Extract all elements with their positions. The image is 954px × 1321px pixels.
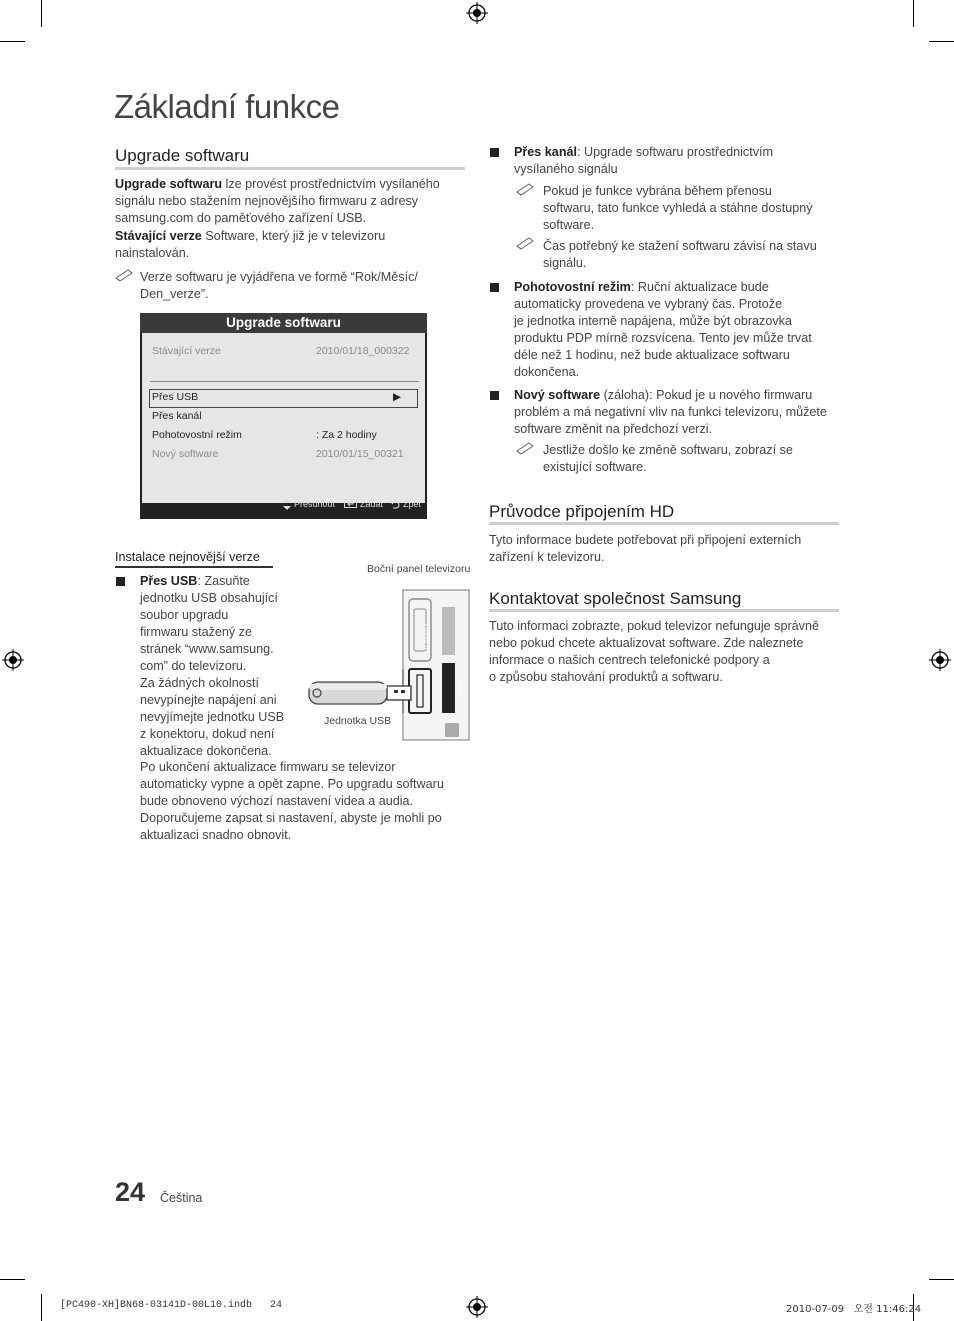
page-number: 24 [115, 1177, 146, 1207]
page-language: Čeština [160, 1191, 203, 1205]
return-icon [390, 499, 400, 509]
heading-rule [115, 167, 465, 170]
heading-rule [489, 609, 839, 612]
square-bullet-icon [490, 391, 499, 400]
upgrade-paragraph: Upgrade softwaru lze provést prostřednictvím vysílaného signálu nebo stažením nejnovějšího firmwaru z adresy samsung.com do paměťového zařízení USB. [115, 177, 440, 225]
usb-paragraph: Přes USB: Zasuňte jednotku USB obsahující soubor upgradu firmwaru stažený ze stránek “www.samsung. com” do televizoru. Za žádných okolností nevypínejte napájení ani nevyjímejte jednotku USB z konektoru, dokud není aktualizace dokončena. [140, 574, 285, 758]
install-heading-underline [115, 566, 273, 568]
install-heading: Instalace nejnovější verze [115, 550, 260, 564]
pencil-note-icon [115, 268, 135, 282]
menu-item-rezim-value: : Za 2 hodiny [316, 429, 377, 441]
square-bullet-icon [116, 577, 125, 586]
menu-footer-back: Zpět [403, 499, 422, 509]
version-note: Verze softwaru je vyjádřena ve formě “Rok/Měsíc/ Den_verze”. [140, 270, 418, 301]
hdmi-port-label: HDMI IN 3 [423, 624, 432, 660]
square-bullet-icon [490, 283, 499, 292]
kanal-paragraph: Přes kanál: Upgrade softwaru prostřednictvím vysílaného signálu [514, 145, 773, 176]
menu-item-novy-software: Nový software [152, 448, 219, 460]
menu-item-pres-usb[interactable]: Přes USB [152, 391, 199, 403]
menu-item-pohotovostni-rezim[interactable]: Pohotovostní režim [152, 429, 242, 441]
menu-item-arrow-icon: ▶ [393, 391, 402, 403]
page-title: Základní funkce [114, 88, 340, 125]
menu-item-pres-kanal[interactable]: Přes kanál [152, 410, 202, 422]
pencil-note-icon [516, 441, 536, 455]
menu-current-label: Stávající verze [152, 345, 221, 357]
section-heading-upgrade: Upgrade softwaru [115, 146, 250, 165]
menu-title: Upgrade softwaru [140, 313, 427, 333]
figure-usb-label: Jednotka USB [324, 715, 392, 727]
usb-port-label: USB [455, 679, 464, 695]
kanal-note-2: Čas potřebný ke stažení softwaru závisí na stavu signálu. [543, 239, 817, 270]
menu-body [142, 333, 425, 503]
hd-paragraph: Tyto informace budete potřebovat při připojení externích zařízení k televizoru. [489, 533, 802, 564]
heading-rule [489, 522, 839, 525]
figure-panel-label: Boční panel televizoru [367, 563, 471, 575]
print-footer-date: 2010-07-09 오전 11:46:24 [786, 1304, 922, 1315]
menu-current-value: 2010/01/18_000322 [316, 345, 410, 357]
menu-divider [150, 381, 419, 382]
kanal-note-1: Pokud je funkce vybrána během přenosu softwaru, tato funkce vyhledá a stáhne dostupný software. [543, 184, 813, 232]
registration-mark-icon [466, 1296, 488, 1318]
current-version-paragraph: Stávající verze Software, který již je v televizoru nainstalován. [115, 229, 386, 260]
menu-item-novy-value: 2010/01/15_00321 [316, 448, 404, 460]
section-heading-samsung: Kontaktovat společnost Samsung [489, 589, 742, 608]
usb-after-paragraph: Po ukončení aktualizace firmwaru se televizor automaticky vypne a opět zapne. Po upgradu softwaru bude obnoveno výchozí nastavení videa a audia. Doporučujeme zapsat si nastavení, abyste je mohli po aktualizaci snadno obnovit. [140, 760, 444, 842]
upgrade-menu-screen [140, 313, 427, 519]
novy-note: Jestliže došlo ke změně softwaru, zobrazí se existující software. [543, 443, 793, 474]
registration-mark-icon [466, 2, 488, 24]
print-footer-file: [PC490-XH]BN68-03141D-00L10.indb 24 [60, 1300, 283, 1311]
section-heading-hd: Průvodce připojením HD [489, 502, 675, 521]
registration-mark-icon [929, 649, 951, 671]
menu-footer-enter: Zadat [360, 499, 384, 509]
pencil-note-icon [516, 182, 536, 196]
registration-mark-icon [2, 649, 24, 671]
up-down-arrow-icon [283, 499, 291, 510]
pencil-note-icon [516, 236, 536, 250]
rezim-paragraph: Pohotovostní režim: Ruční aktualizace bude automaticky provedena ve vybraný čas. Protože je jednotka interně napájena, může být obrazovka produktu PDP mírně rozsvícena. Tento jev může trvat déle než 1 hodinu, než bude aktualizace softwaru dokončena. [514, 280, 812, 379]
enter-icon [344, 499, 357, 508]
novy-paragraph: Nový software (záloha): Pokud je u nového firmwaru problém a má negativní vliv na funkci televizoru, můžete software změnit na předchozí verzi. [514, 388, 827, 436]
menu-footer-move: Přesunout [294, 499, 336, 509]
samsung-paragraph: Tuto informaci zobrazte, pokud televizor nefunguje správně nebo pokud chcete aktualizovat software. Zde naleznete informace o našich centrech telefonické podpory a o způsobu stahování produktů a softwaru. [489, 619, 819, 684]
square-bullet-icon [490, 148, 499, 157]
